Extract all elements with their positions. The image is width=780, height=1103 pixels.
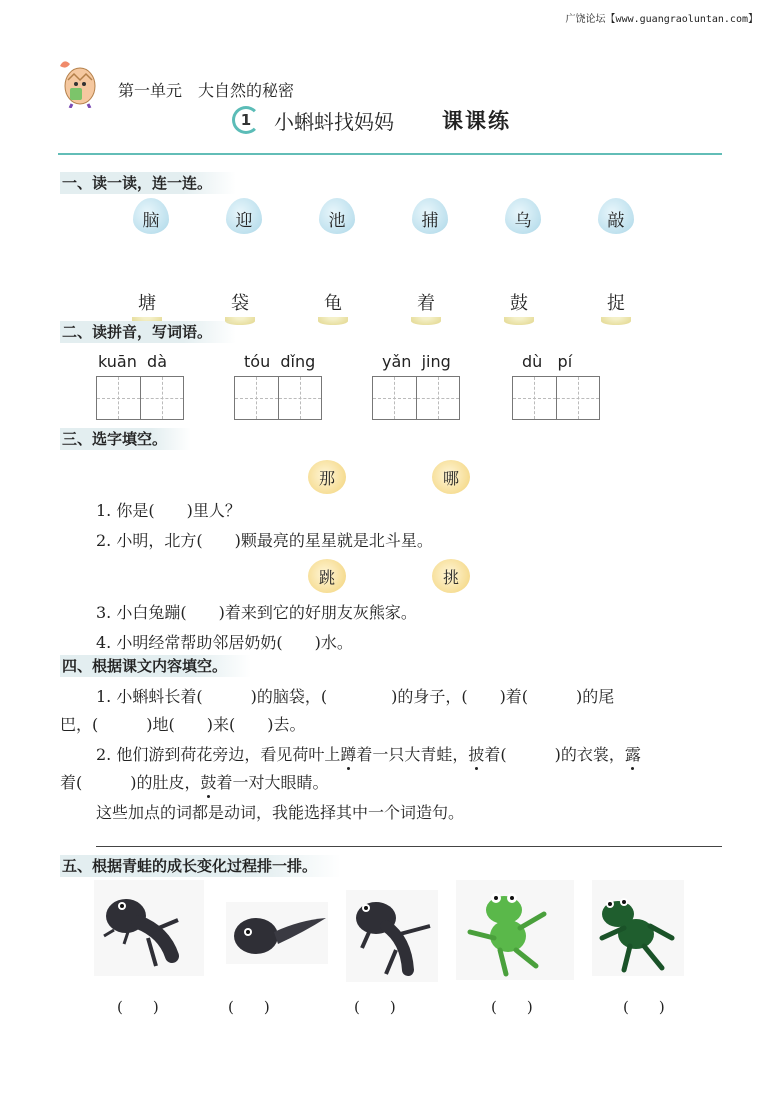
section-3-heading: 三、选字填空。	[60, 428, 191, 450]
choice-question: 2. 小明，北方( )颗最亮的星星就是北斗星。	[96, 531, 433, 550]
dotted-verb: 蹲	[340, 745, 357, 764]
match-bottom-word[interactable]	[592, 289, 640, 325]
order-answer-blank[interactable]: ( )	[117, 998, 159, 1016]
text-run: 着一只大青蛙，	[356, 745, 469, 764]
match-bottom-char: 塘	[138, 293, 156, 314]
choice-question: 1. 你是( )里人？	[96, 501, 241, 520]
fill-sentence	[60, 768, 724, 798]
mascot-egg-icon	[56, 56, 108, 108]
choice-question: 3. 小白兔蹦( )着来到它的好朋友灰熊家。	[96, 603, 417, 622]
match-bottom-word[interactable]	[402, 289, 450, 325]
fill-sentence	[60, 740, 724, 770]
match-top-char[interactable]: 迎	[226, 198, 262, 234]
answer-line[interactable]	[96, 846, 722, 847]
section-4-heading: 四、根据课文内容填空。	[60, 655, 251, 677]
order-answer-blank[interactable]: ( )	[228, 998, 270, 1016]
match-top-char[interactable]: 乌	[505, 198, 541, 234]
match-bottom-word[interactable]	[495, 289, 543, 325]
writing-grid[interactable]	[372, 376, 460, 420]
choice-question: 4. 小明经常帮助邻居奶奶( )水。	[96, 633, 353, 652]
match-top-char[interactable]: 捕	[412, 198, 448, 234]
pinyin-label: dù pí	[522, 352, 573, 371]
section-1-heading: 一、读一读，连一连。	[60, 172, 236, 194]
green-frog-jumping-image	[456, 880, 574, 980]
pinyin-label: yǎn jing	[382, 352, 451, 371]
froglet-with-tail-image	[346, 890, 438, 982]
pinyin-label: tóu dǐng	[244, 352, 316, 371]
header-divider	[58, 153, 722, 155]
text-run: 着一对大眼睛。	[216, 773, 329, 792]
writing-grid[interactable]	[96, 376, 184, 420]
fill-sentence: 巴，( )地( )来( )去。	[60, 715, 306, 734]
match-top-char[interactable]: 敲	[598, 198, 634, 234]
order-answer-blank[interactable]: ( )	[354, 998, 396, 1016]
text-run: 着( )的衣裳，	[484, 745, 625, 764]
lesson-number: 1	[232, 106, 260, 134]
choice-char[interactable]: 跳	[308, 559, 346, 593]
lesson-header	[232, 104, 511, 136]
section-2-heading: 二、读拼音，写词语。	[60, 321, 236, 343]
choice-char[interactable]: 那	[308, 460, 346, 494]
match-bottom-char: 捉	[607, 293, 625, 314]
fill-sentence: 1. 小蝌蚪长着( )的脑袋，( )的身子，( )着( )的尾	[96, 687, 615, 706]
match-bottom-word[interactable]	[216, 289, 264, 325]
dotted-verb: 露	[624, 745, 641, 764]
text-run: 着( )的肚皮，	[60, 773, 201, 792]
match-bottom-char: 鼓	[510, 293, 528, 314]
order-answer-blank[interactable]: ( )	[491, 998, 533, 1016]
match-bottom-word[interactable]	[309, 289, 357, 325]
match-bottom-word[interactable]	[123, 289, 171, 325]
site-watermark: 广饶论坛【www.guangraoluntan.com】	[565, 14, 758, 25]
dotted-verb: 披	[468, 745, 485, 764]
match-top-char[interactable]: 池	[319, 198, 355, 234]
match-top-char[interactable]: 脑	[133, 198, 169, 234]
choice-char[interactable]: 哪	[432, 460, 470, 494]
match-bottom-char: 着	[417, 293, 435, 314]
pinyin-label: kuān dà	[98, 352, 167, 371]
lesson-title: 小蝌蚪找妈妈	[274, 109, 394, 134]
tadpole-image	[226, 902, 328, 964]
unit-title: 第一单元 大自然的秘密	[118, 81, 295, 100]
adult-frog-image	[592, 880, 684, 976]
dotted-verb: 鼓	[200, 773, 217, 792]
section-5-heading: 五、根据青蛙的成长变化过程排一排。	[60, 855, 341, 877]
practice-label: 课课练	[442, 109, 511, 133]
tadpole-with-legs-image	[94, 880, 204, 976]
writing-grid[interactable]	[234, 376, 322, 420]
instruction-text: 这些加点的词都是动词，我能选择其中一个词造句。	[96, 803, 465, 822]
match-bottom-char: 龟	[324, 293, 342, 314]
order-answer-blank[interactable]: ( )	[623, 998, 665, 1016]
choice-char[interactable]: 挑	[432, 559, 470, 593]
match-bottom-char: 袋	[231, 293, 249, 314]
writing-grid[interactable]	[512, 376, 600, 420]
text-run: 2. 他们游到荷花旁边，看见荷叶上	[96, 745, 341, 764]
